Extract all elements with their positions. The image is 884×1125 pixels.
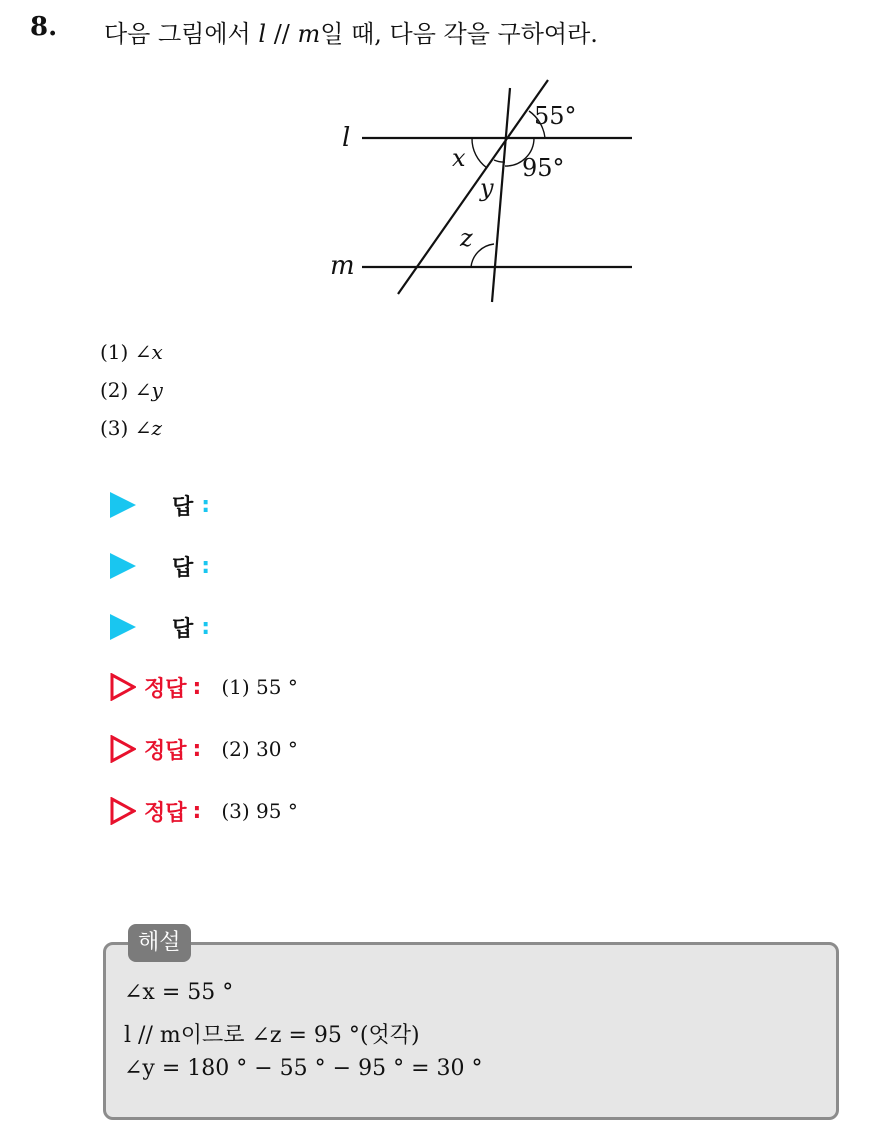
answer-row-1[interactable] (110, 488, 210, 522)
explanation-tag: 해설 (128, 924, 191, 962)
play-arrow-icon (110, 614, 136, 640)
label-z: z (460, 224, 473, 252)
answer-colon: : (201, 614, 211, 640)
var-l: l (258, 20, 267, 48)
answer-label: 답 (172, 555, 194, 581)
transversal-steep (492, 88, 510, 302)
answer-colon: : (201, 553, 211, 579)
outline-triangle-icon (110, 797, 136, 825)
arc-z (471, 244, 494, 267)
subquestion-2 (100, 378, 163, 402)
solution-value: (2) 30 ° (221, 737, 298, 761)
subquestion-2-var: y (151, 378, 163, 402)
label-y: y (480, 174, 494, 202)
subquestion-1 (100, 340, 163, 364)
solution-value: (3) 95 ° (221, 799, 298, 823)
subquestion-1-var: x (151, 340, 163, 364)
solution-row-2 (110, 732, 298, 766)
outline-triangle-icon (110, 735, 136, 763)
subquestion-2-num: (2) ∠ (100, 378, 152, 402)
label-l: l (342, 123, 351, 153)
solution-row-1 (110, 670, 298, 704)
solution-label: 정답 (144, 676, 187, 702)
explanation-line-2: l // m이므로 ∠z = 95 °(엇각) (124, 1023, 420, 1048)
solution-row-3 (110, 794, 298, 828)
question-number: 8. (30, 12, 58, 42)
subquestion-3-num: (3) ∠ (100, 416, 152, 440)
question-text-before: 다음 그림에서 (104, 20, 259, 48)
explanation-line-3: ∠y = 180 ° − 55 ° − 95 ° = 30 ° (124, 1056, 483, 1081)
play-arrow-icon (110, 553, 136, 579)
label-m: m (330, 251, 355, 281)
outline-triangle-icon (110, 673, 136, 701)
subquestion-3-var: z (151, 416, 162, 440)
explanation-line-1: ∠x = 55 ° (124, 980, 234, 1005)
solution-label: 정답 (144, 738, 187, 764)
play-arrow-icon (110, 492, 136, 518)
question-text (104, 14, 598, 49)
var-m: m (297, 20, 321, 48)
solution-colon: : (192, 674, 202, 700)
answer-label: 답 (172, 616, 194, 642)
geometry-figure (320, 72, 650, 312)
answer-row-2[interactable] (110, 549, 210, 583)
label-x: x (452, 144, 466, 172)
answer-label: 답 (172, 494, 194, 520)
solution-colon: : (192, 798, 202, 824)
subquestion-3 (100, 416, 162, 440)
answer-colon: : (201, 492, 211, 518)
parallel-lines-diagram (320, 72, 650, 312)
parallel-symbol: // (266, 20, 298, 48)
question-text-after: 일 때, 다음 각을 구하여라. (320, 20, 598, 48)
arc-x (472, 138, 487, 168)
solution-label: 정답 (144, 800, 187, 826)
label-95: 95° (522, 154, 565, 182)
answer-row-3[interactable] (110, 610, 210, 644)
transversal-slanted (398, 80, 548, 294)
solution-colon: : (192, 736, 202, 762)
solution-value: (1) 55 ° (221, 675, 298, 699)
subquestion-1-num: (1) ∠ (100, 340, 152, 364)
label-55: 55° (534, 102, 577, 130)
